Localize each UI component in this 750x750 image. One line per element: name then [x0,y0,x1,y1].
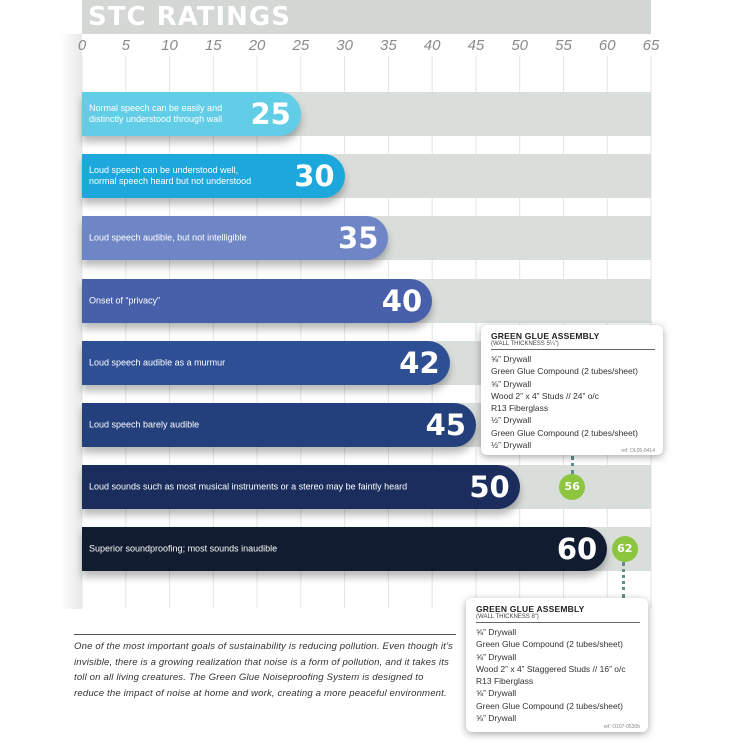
x-tick-label: 30 [336,37,353,54]
assembly-layers [476,626,640,724]
assembly-layer: ⅝” Drywall [491,354,532,364]
green-glue-rating-badge: 62 [612,536,638,562]
assembly-card-1 [481,325,663,455]
bar-value-label: 60 [556,532,598,567]
x-tick-label: 0 [77,37,87,54]
green-glue-rating-badge: 56 [559,474,585,500]
bar-value-label: 45 [425,408,466,442]
x-tick-label: 25 [292,37,310,54]
assembly-subtitle: (WALL THICKNESS 8”) [476,614,640,623]
bar [82,279,432,323]
assembly-layer: ½” Drywall [491,440,532,451]
dotted-connector [571,456,574,474]
assembly-layer: Green Glue Compound (2 tubes/sheet) [476,700,623,711]
assembly-layers [491,353,655,451]
description-paragraph: One of the most important goals of sustainability is reducing pollution. Even though it’s invisible, there is a growing realization that noise is a form of pollution, and it takes its toll on all living creatures. The Green Glue Noiseproofing System is designed to reduce the impact of noise at home and work, creating a more peaceful environment. [74,634,456,701]
bar-category-label: Loud speech barely audible [89,419,200,430]
assembly-layer: Green Glue Compound (2 tubes/sheet) [491,366,638,377]
bar-category-label: Loud speech audible, but not intelligible [89,232,247,243]
assembly-card-2 [466,598,648,732]
assembly-layer: Wood 2” x 4” Studs // 24” o/c [491,390,600,401]
bar-value-label: 35 [338,221,379,256]
bar [82,341,450,385]
bar-category-label: Normal speech can be easily and distinctly understood through wall [89,103,223,124]
bar-category-label: Onset of “privacy” [89,295,161,306]
assembly-ref: ref: OL05-0414 [621,448,655,455]
x-tick-label: 50 [511,37,529,54]
x-tick-label: 45 [467,37,485,54]
chart-title: STC RATINGS [88,2,291,32]
assembly-layer: R13 Fiberglass [491,403,549,414]
assembly-layer: ⅝” Drywall [476,713,517,724]
x-tick-label: 55 [555,37,572,54]
x-tick-label: 15 [204,37,222,54]
assembly-title: GREEN GLUE ASSEMBLY [491,331,600,341]
assembly-layer: ⅝” Drywall [476,651,517,662]
dotted-connector [622,562,625,598]
x-tick-label: 65 [642,37,660,54]
bar [82,527,607,571]
bar [82,92,301,136]
bar-category-label: Loud speech can be understood well, normal speech heard but not understood [89,165,252,187]
bar-category-label: Loud speech audible as a murmur [89,357,226,368]
assembly-layer: ½” Drywall [491,415,532,426]
bar [82,403,476,447]
bar [82,154,345,198]
bar [82,465,520,509]
assembly-subtitle: (WALL THICKNESS 5¼”) [491,341,655,350]
bar-value-label: 30 [294,159,335,194]
bar-category-label: Superior soundproofing; most sounds inaudible [89,543,278,554]
x-tick-label: 60 [598,37,616,54]
x-tick-label: 20 [248,37,266,54]
bar-value-label: 50 [469,470,510,505]
bar-value-label: 40 [381,283,423,318]
bar [82,216,388,260]
assembly-title: GREEN GLUE ASSEMBLY [476,604,585,614]
assembly-ref: ref: O107-0530b [603,724,640,731]
assembly-layer: Green Glue Compound (2 tubes/sheet) [491,427,638,438]
assembly-layer: ⅝” Drywall [476,627,517,637]
x-tick-label: 5 [121,37,130,54]
assembly-layer: Green Glue Compound (2 tubes/sheet) [476,639,623,650]
assembly-layer: Wood 2” x 4” Staggered Studs // 16” o/c [476,663,626,674]
bar-category-label: Loud sounds such as most musical instruments or a stereo may be faintly heard [89,481,408,492]
x-tick-label: 40 [423,37,441,54]
assembly-layer: ⅝” Drywall [491,378,532,389]
x-tick-label: 35 [380,37,397,54]
x-tick-label: 10 [161,37,178,54]
bar-value-label: 42 [399,345,440,380]
bar-value-label: 25 [250,97,291,131]
left-edge-shade [60,34,82,609]
assembly-layer: ⅝” Drywall [476,688,517,699]
assembly-layer: R13 Fiberglass [476,676,534,687]
